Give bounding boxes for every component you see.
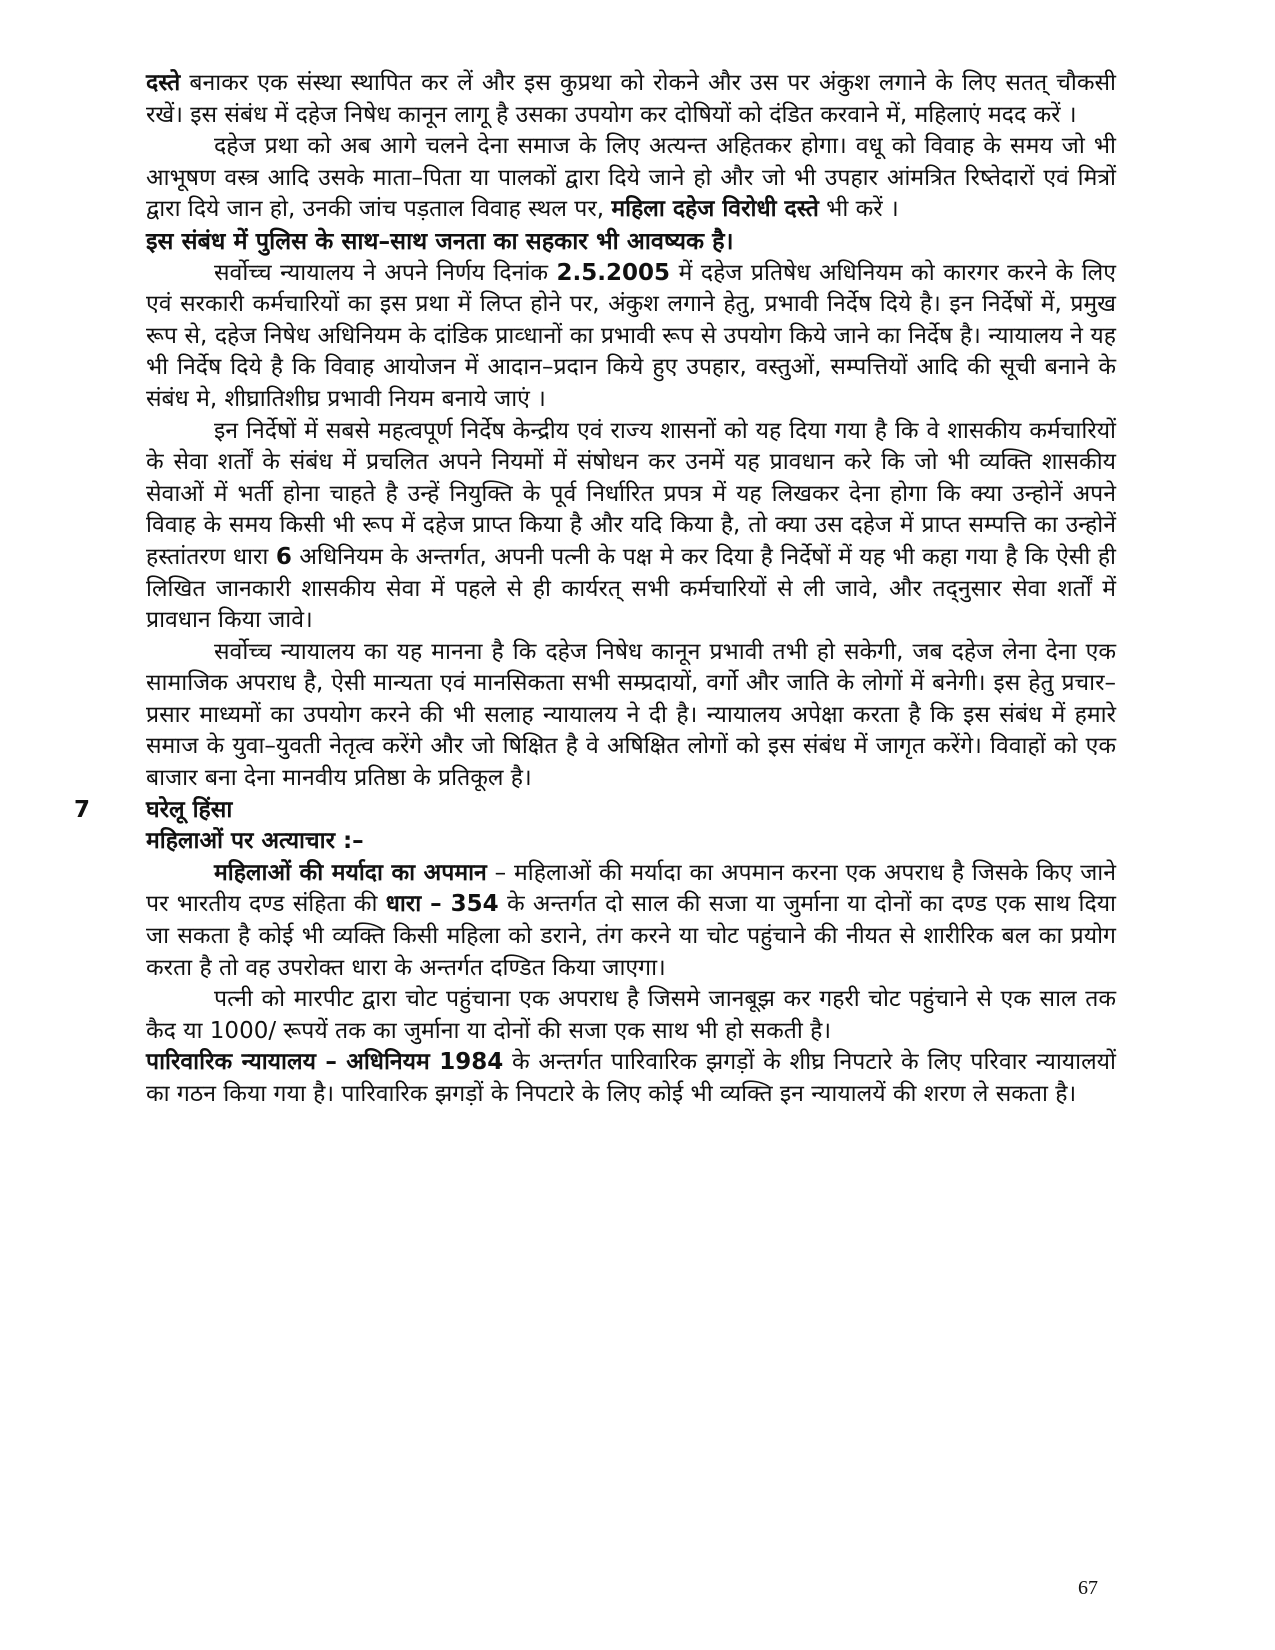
page-number: 67 — [1078, 1577, 1098, 1599]
paragraph-1 — [146, 68, 1116, 131]
paragraph-text-end: में दहेज प्रतिषेध अधिनियम को कारगर करने के लिए एवं सरकारी कर्मचारियों का इस प्रथा में लिप्त होने पर, अंकुश लगाने हेतु, प्रभावी निर्देष दिये है। इन निर्देषों में, प्रमुख रूप से, दहेज निषेध अधिनियम के दांडिक प्राव्धानों का प्रभावी रूप से उपयोग किये जाने का निर्देष है। न्यायालय ने यह भी निर्देष दिये है कि विवाह आयोजन में आदान–प्रदान किये हुए उपहार, वस्तुओं, सम्पत्तियों आदि की सूची बनाने के संबंध मे, शीघ्रातिशीघ्र प्रभावी नियम बनाये जाएं । — [146, 259, 1116, 412]
paragraph-4 — [146, 416, 1116, 637]
section-number: 7 — [74, 796, 91, 823]
section-7-title — [74, 795, 1116, 827]
paragraph-7 — [146, 984, 1116, 1047]
bold-term: पारिवारिक न्यायालय – अधिनियम 1984 — [146, 1049, 504, 1076]
document-page — [74, 68, 1117, 1111]
paragraph-text: इन निर्देषों में सबसे महत्वपूर्ण निर्देष केन्द्रीय एवं राज्य शासनों को यह दिया गया है कि वे शासकीय कर्मचारियों के सेवा शर्तों के संबंध में प्रचलित अपने नियमों में संषोधन कर उनमें यह प्रावधान करे कि जो भी व्यक्ति शासकीय सेवाओं में भर्ती होना चाहते है उन्हें नियुक्ति के पूर्व निर्धारित प्रपत्र में यह लिखकर देना होगा कि क्या उन्होनें अपने विवाह के समय किसी भी रूप में दहेज प्राप्त किया है और यदि किया है, तो क्या उस दहेज में प्राप्त सम्पत्ति का उन्होनें हस्तांतरण धारा — [146, 417, 1116, 570]
paragraph-text: बनाकर एक संस्था स्थापित कर लें और इस कुप्रथा को रोकने और उस पर अंकुश लगाने के लिए सतत् चौकसी रखें। इस संबंध में दहेज निषेध कानून लागू है उसका उपयोग कर दोषियों को दंडित करवाने में, महिलाएं मदद करें । — [146, 70, 1116, 128]
paragraph-text-end: अधिनियम के अन्तर्गत, अपनी पत्नी के पक्ष मे कर दिया है निर्देषों में यह भी कहा गया है कि ऐसी ही लिखित जानकारी शासकीय सेवा में पहले से ही कार्यरत् सभी कर्मचारियों से ली जावे, और तद्नुसार सेवा शर्तों में प्रावधान किया जावे। — [146, 543, 1116, 634]
paragraph-text-end: के अन्तर्गत दो साल की सजा या जुर्माना या दोनों का दण्ड एक साथ दिया जा सकता है कोई भी व्यक्ति किसी महिला को डराने, तंग करने या चोट पहुंचाने की नीयत से शारीरिक बल का प्रयोग करता है तो वह उपरोक्त धारा के अन्तर्गत दण्डित किया जाएगा। — [146, 891, 1117, 981]
paragraph-text: सर्वोच्च न्यायालय ने अपने निर्णय दिनांक — [214, 259, 557, 286]
paragraph-text: के अन्तर्गत पारिवारिक झगड़ों के शीघ्र निपटारे के लिए परिवार न्यायालयों का गठन किया गया है। पारिवारिक झगड़ों के निपटारे के लिए कोई भी व्यक्ति इन न्यायालयें की शरण ले सकता है। — [146, 1049, 1116, 1107]
paragraph-text: – महिलाओं की मर्यादा का अपमान करना एक अपराध है जिसके किए जाने पर भारतीय दण्ड संहिता की — [146, 859, 1117, 918]
paragraph-text-end: भी करें । — [818, 196, 899, 223]
section-title: घरेलू हिंसा — [146, 796, 233, 823]
paragraph-3 — [146, 258, 1116, 416]
subheading: महिलाओं पर अत्याचार :– — [146, 828, 364, 855]
section-heading: इस संबंध में पुलिस के साथ–साथ जनता का सहकार भी आवष्यक है। — [146, 226, 734, 255]
bold-term: महिलाओं की मर्यादा का अपमान — [214, 859, 487, 886]
paragraph-text: सर्वोच्च न्यायालय का यह मानना है कि दहेज निषेध कानून प्रभावी तभी हो सकेगी, जब दहेज लेना देना एक सामाजिक अपराध है, ऐसी मान्यता एवं मानसिकता सभी सम्प्रदायों, वर्गो और जाति के लोगों में बनेगी। इस हेतु प्रचार–प्रसार माध्यमों का उपयोग करने की भी सलाह न्यायालय ने दी है। न्यायालय अपेक्षा करता है कि इस संबंध में हमारे समाज के युवा–युवती नेतृत्व करेंगे और जो षिक्षित है वे अषिक्षित लोगों को इस संबंध में जागृत करेंगे। विवाहों को एक बाजार बना देना मानवीय प्रतिष्ठा के प्रतिकूल है। — [146, 638, 1116, 792]
paragraph-text: दहेज प्रथा को अब आगे चलने देना समाज के लिए अत्यन्त अहितकर होगा। वधू को विवाह के समय जो भी आभूषण वस्त्र आदि उसके माता–पिता या पालकों द्वारा दिये जाने हो और जो भी उपहार आंमत्रित रिष्तेदारों एवं मित्रों द्वारा दिये जान हो, उनकी जांच पड़ताल विवाह स्थल पर, — [146, 133, 1116, 223]
bold-term: दस्ते — [146, 70, 181, 96]
paragraph-8 — [146, 1047, 1116, 1110]
bold-term: महिला दहेज विरोधी दस्ते — [611, 196, 819, 223]
paragraph-6 — [146, 858, 1116, 984]
bold-date: 2.5.2005 — [556, 259, 671, 286]
paragraph-5 — [146, 637, 1116, 795]
paragraph-text: पत्नी को मारपीट द्वारा चोट पहुंचाना एक अपराध है जिसमे जानबूझ कर गहरी चोट पहुंचाने से एक साल तक कैद या 1000/ रूपयें तक का जुर्माना या दोनों की सजा एक साथ भी हो सकती है। — [146, 986, 1116, 1044]
bold-section-ref: धारा – 354 — [385, 891, 499, 918]
paragraph-2 — [146, 131, 1116, 226]
bold-number: 6 — [275, 543, 292, 570]
